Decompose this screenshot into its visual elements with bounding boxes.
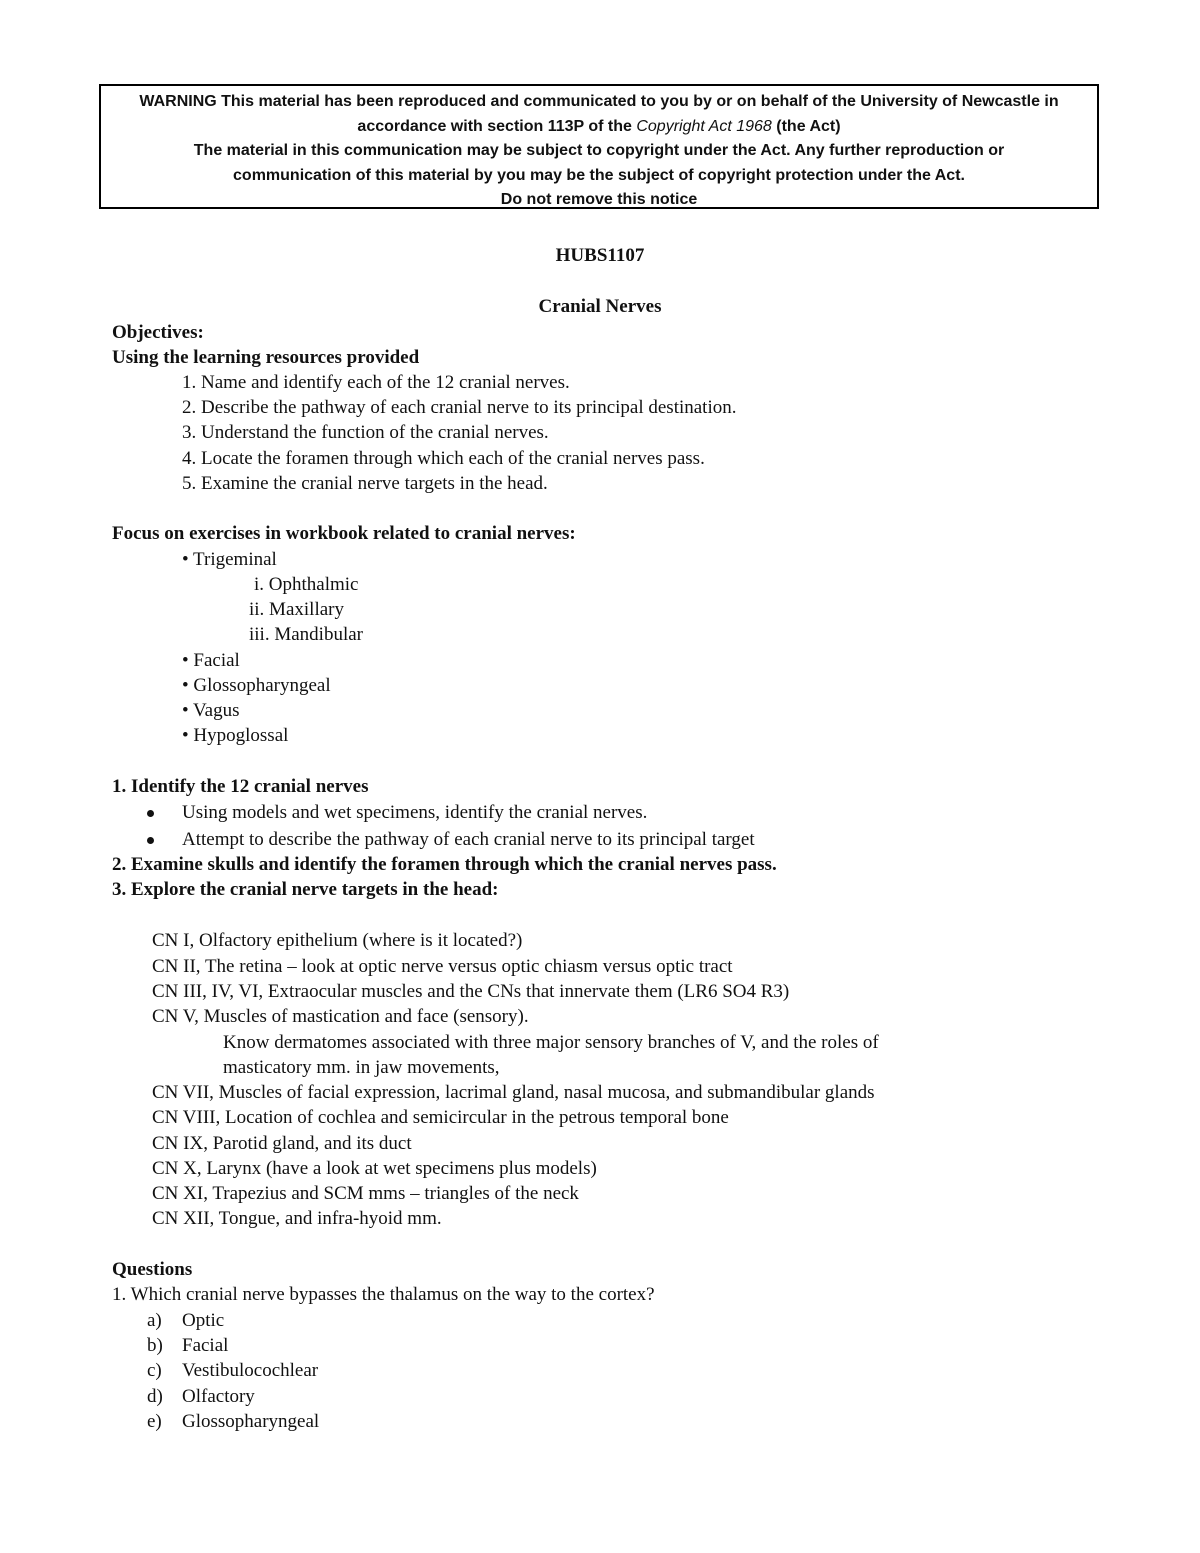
option-letter: c)	[147, 1360, 162, 1381]
task-1-bullet: Using models and wet specimens, identify the cranial nerves.	[182, 802, 648, 823]
page-title: Cranial Nerves	[538, 296, 662, 317]
bullet-dot	[147, 837, 154, 844]
task-3-heading: 3. Explore the cranial nerve targets in the head:	[112, 879, 499, 900]
focus-item-trigeminal: • Trigeminal	[182, 549, 277, 570]
course-code: HUBS1107	[555, 245, 645, 266]
option-letter: d)	[147, 1386, 163, 1407]
objectives-subheading: Using the learning resources provided	[112, 347, 420, 368]
warning-text-5: communication of this material by you may be the subject of copyright protection under the Act.	[233, 166, 965, 184]
warning-label: WARNING	[139, 93, 217, 110]
objective-item: 5. Examine the cranial nerve targets in the head.	[182, 473, 548, 494]
trigeminal-branch: iii. Mandibular	[249, 624, 363, 645]
warning-text-1: This material has been reproduced and communicated to you by or on behalf of the University of Newcastle in	[216, 93, 1059, 110]
target-item: CN VIII, Location of cochlea and semicircular in the petrous temporal bone	[152, 1107, 729, 1128]
warning-text-4: The material in this communication may be subject to copyright under the Act. Any further reproduction or	[193, 142, 1005, 159]
target-item: CN X, Larynx (have a look at wet specimens plus models)	[152, 1158, 597, 1179]
option-text: Vestibulocochlear	[182, 1360, 319, 1381]
warning-line-2	[101, 115, 1097, 140]
objective-item: 4. Locate the foramen through which each of the cranial nerves pass.	[182, 448, 705, 469]
task-1-heading: 1. Identify the 12 cranial nerves	[112, 776, 369, 797]
objective-item: 3. Understand the function of the cranial nerves.	[182, 422, 549, 443]
trigeminal-branch: i. Ophthalmic	[254, 574, 359, 595]
warning-text-2: accordance with section 113P of the	[357, 117, 637, 135]
warning-line-3	[101, 139, 1097, 164]
objective-item: 2. Describe the pathway of each cranial nerve to its principal destination.	[182, 397, 737, 418]
warning-line-4	[101, 164, 1097, 189]
target-item: CN XI, Trapezius and SCM mms – triangles of the neck	[152, 1183, 579, 1204]
warning-text-6: Do not remove this notice	[500, 191, 698, 208]
trigeminal-branch: ii. Maxillary	[249, 599, 344, 620]
warning-text-3: (the Act)	[771, 117, 841, 135]
bullet-dot	[147, 810, 154, 817]
task-1-bullet: Attempt to describe the pathway of each cranial nerve to its principal target	[182, 829, 755, 850]
target-item: CN III, IV, VI, Extraocular muscles and the CNs that innervate them (LR6 SO4 R3)	[152, 981, 790, 1002]
focus-item: • Glossopharyngeal	[182, 675, 331, 696]
target-item: CN VII, Muscles of facial expression, lacrimal gland, nasal mucosa, and submandibular glands	[152, 1082, 875, 1103]
task-2-heading: 2. Examine skulls and identify the foramen through which the cranial nerves pass.	[112, 854, 777, 875]
option-text: Optic	[182, 1310, 225, 1331]
target-item: CN V, Muscles of mastication and face (sensory).	[152, 1006, 529, 1027]
warning-line-1	[101, 90, 1097, 115]
target-item: CN XII, Tongue, and infra-hyoid mm.	[152, 1208, 442, 1229]
option-text: Olfactory	[182, 1386, 255, 1407]
focus-heading: Focus on exercises in workbook related to cranial nerves:	[112, 523, 576, 544]
target-item-detail: Know dermatomes associated with three major sensory branches of V, and the roles of	[223, 1032, 879, 1053]
focus-item: • Vagus	[182, 700, 240, 721]
warning-line-5	[101, 188, 1097, 213]
copyright-warning-box	[99, 84, 1099, 209]
target-item: CN IX, Parotid gland, and its duct	[152, 1133, 412, 1154]
act-name: Copyright Act 1968	[636, 117, 772, 135]
question-1: 1. Which cranial nerve bypasses the thalamus on the way to the cortex?	[112, 1284, 655, 1305]
option-text: Glossopharyngeal	[182, 1411, 320, 1432]
objective-item: 1. Name and identify each of the 12 cranial nerves.	[182, 372, 570, 393]
option-letter: b)	[147, 1335, 163, 1356]
target-item: CN II, The retina – look at optic nerve versus optic chiasm versus optic tract	[152, 956, 733, 977]
focus-item: • Facial	[182, 650, 240, 671]
focus-item: • Hypoglossal	[182, 725, 289, 746]
questions-heading: Questions	[112, 1259, 193, 1280]
option-letter: a)	[147, 1310, 162, 1331]
target-item-detail: masticatory mm. in jaw movements,	[223, 1057, 500, 1078]
option-text: Facial	[182, 1335, 229, 1356]
objectives-heading: Objectives:	[112, 322, 204, 343]
target-item: CN I, Olfactory epithelium (where is it located?)	[152, 930, 523, 951]
option-letter: e)	[147, 1411, 162, 1432]
